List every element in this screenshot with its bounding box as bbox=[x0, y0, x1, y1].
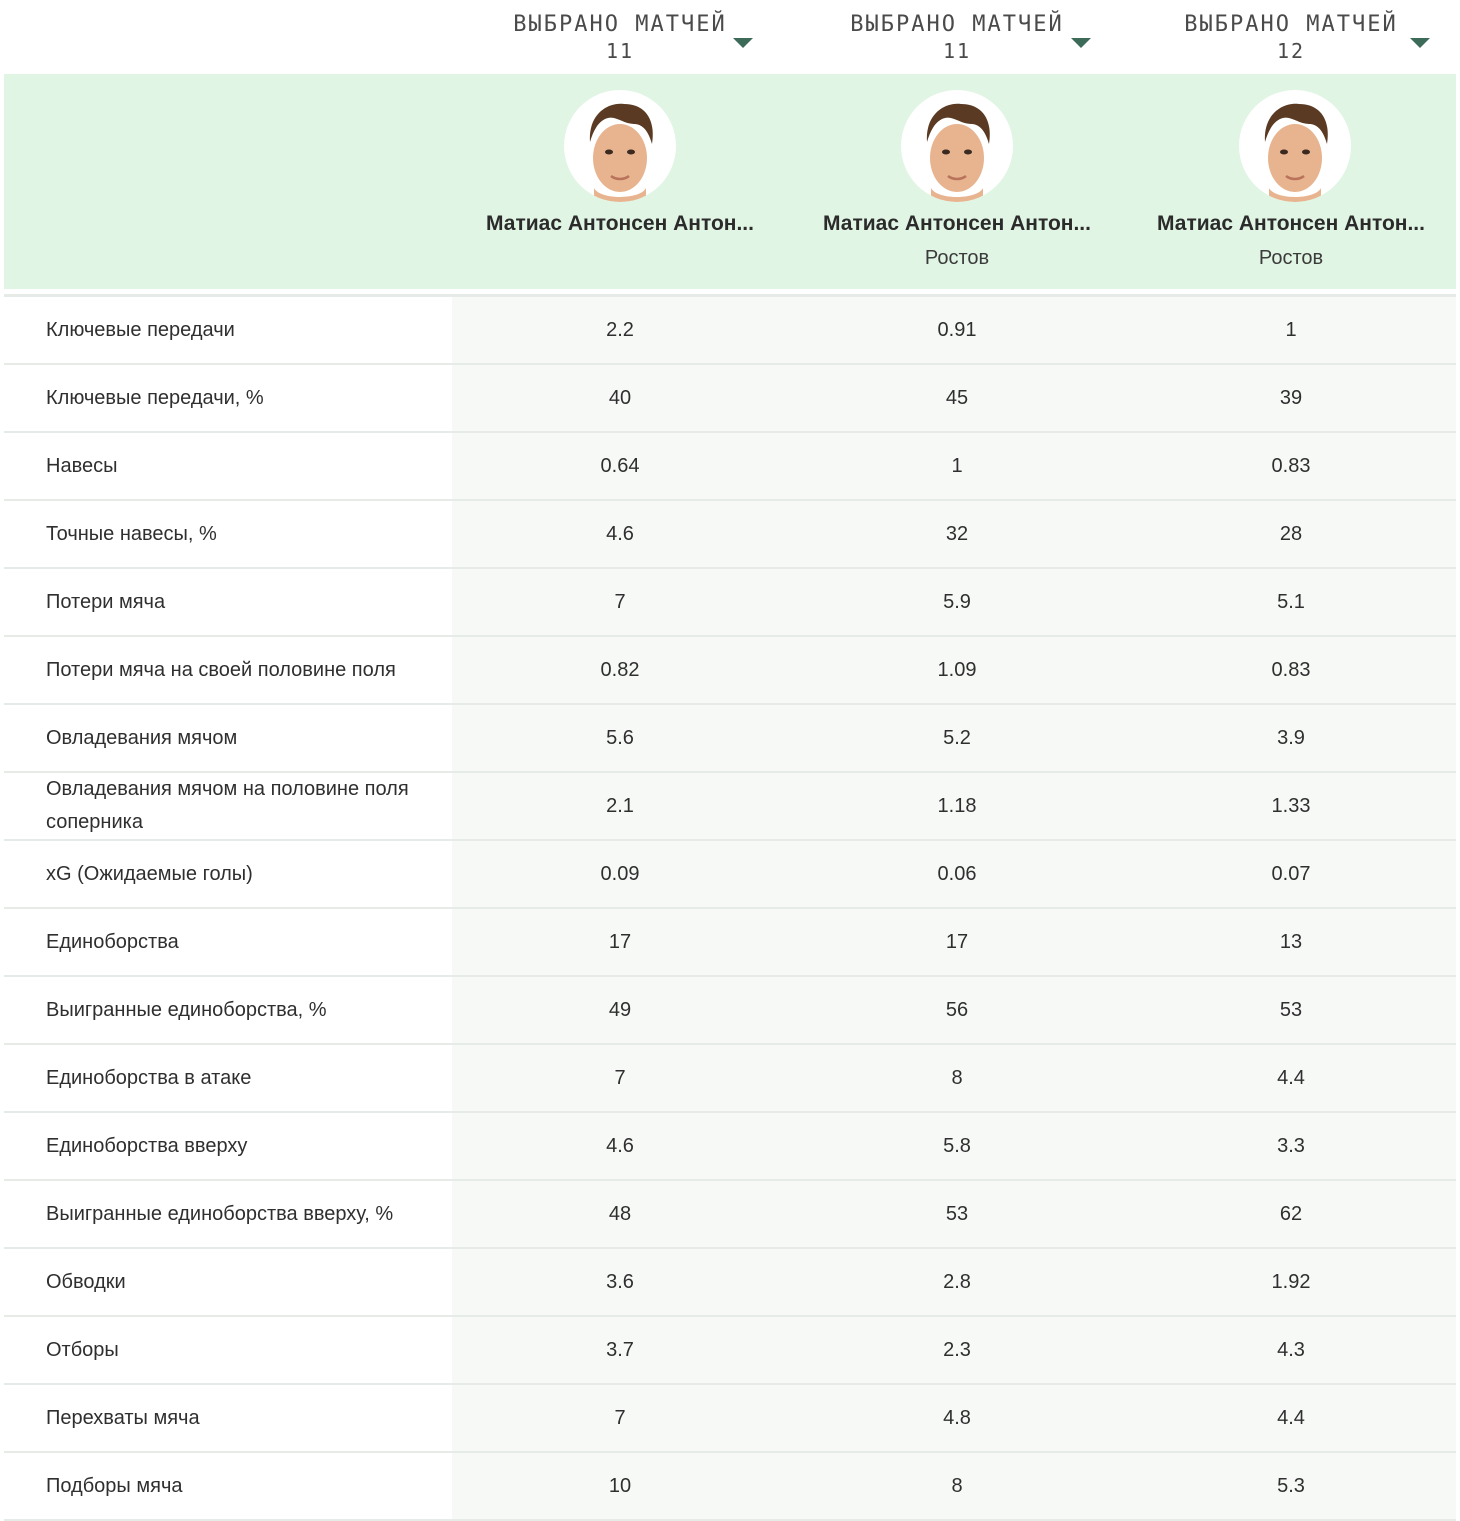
stat-label: Единоборства вверху bbox=[46, 1134, 248, 1157]
match-selector-count: 11 bbox=[605, 39, 635, 63]
table-row bbox=[4, 637, 1456, 705]
match-selector-title: ВЫБРАНО МАТЧЕЙ bbox=[513, 12, 727, 37]
table-row bbox=[4, 1113, 1456, 1181]
chevron-down-icon[interactable] bbox=[1071, 38, 1091, 48]
stat-label: Выигранные единоборства, % bbox=[46, 998, 327, 1021]
avatar bbox=[1239, 90, 1351, 202]
stat-value-player-1: 3.6 bbox=[606, 1270, 634, 1293]
stat-values bbox=[452, 365, 1456, 431]
stat-value-player-2: 5.9 bbox=[943, 590, 971, 613]
chevron-down-icon[interactable] bbox=[733, 38, 753, 48]
stat-label: Точные навесы, % bbox=[46, 522, 217, 545]
stat-value-player-1: 7 bbox=[614, 1066, 626, 1089]
stat-values bbox=[452, 977, 1456, 1043]
player-team: Ростов bbox=[924, 247, 990, 269]
player-name: Матиас Антонсен Антон... bbox=[1157, 212, 1425, 235]
stat-values bbox=[452, 705, 1456, 771]
stat-values bbox=[452, 1181, 1456, 1247]
stat-label: xG (Ожидаемые голы) bbox=[46, 862, 253, 885]
stat-label: Овладевания мячом на половине поля соперника bbox=[46, 778, 409, 833]
table-row bbox=[4, 1453, 1456, 1521]
stat-value-player-1: 10 bbox=[608, 1474, 632, 1497]
stat-value-player-3: 4.4 bbox=[1277, 1066, 1305, 1089]
stat-values bbox=[452, 1249, 1456, 1315]
stat-value-player-3: 13 bbox=[1279, 930, 1303, 953]
stat-value-player-2: 32 bbox=[945, 522, 969, 545]
stat-label: Потери мяча на своей половине поля bbox=[46, 658, 396, 681]
stat-values bbox=[452, 433, 1456, 499]
match-selector-count: 11 bbox=[942, 39, 972, 63]
stat-values bbox=[452, 501, 1456, 567]
player-name: Матиас Антонсен Антон... bbox=[486, 212, 754, 235]
stat-values bbox=[452, 297, 1456, 363]
stat-value-player-1: 7 bbox=[614, 1406, 626, 1429]
table-row bbox=[4, 1045, 1456, 1113]
player-card-1[interactable] bbox=[452, 74, 788, 289]
stat-value-player-2: 4.8 bbox=[943, 1406, 971, 1429]
stat-label: Выигранные единоборства вверху, % bbox=[46, 1202, 394, 1225]
stat-value-player-2: 1 bbox=[951, 454, 963, 477]
stat-value-player-3: 3.3 bbox=[1277, 1134, 1305, 1157]
stat-label: Подборы мяча bbox=[46, 1474, 183, 1497]
stat-value-player-3: 1.92 bbox=[1271, 1270, 1311, 1293]
player-card-3[interactable] bbox=[1126, 74, 1456, 289]
stat-value-player-2: 1.18 bbox=[937, 794, 977, 817]
stats-table bbox=[4, 297, 1456, 1521]
table-row bbox=[4, 977, 1456, 1045]
player-name: Матиас Антонсен Антон... bbox=[823, 212, 1091, 235]
stat-value-player-3: 1.33 bbox=[1271, 794, 1311, 817]
stat-value-player-3: 4.4 bbox=[1277, 1406, 1305, 1429]
table-row bbox=[4, 841, 1456, 909]
stat-values bbox=[452, 1385, 1456, 1451]
stat-label: Единоборства bbox=[46, 930, 179, 953]
stat-value-player-2: 2.3 bbox=[943, 1338, 971, 1361]
match-selector-2[interactable] bbox=[788, 10, 1126, 70]
table-row bbox=[4, 1181, 1456, 1249]
match-selector-title: ВЫБРАНО МАТЧЕЙ bbox=[850, 12, 1064, 37]
table-row bbox=[4, 773, 1456, 841]
stat-values bbox=[452, 773, 1456, 839]
stat-label: Единоборства в атаке bbox=[46, 1066, 252, 1089]
stat-value-player-3: 4.3 bbox=[1277, 1338, 1305, 1361]
stat-label: Обводки bbox=[46, 1270, 126, 1293]
stat-value-player-3: 3.9 bbox=[1277, 726, 1305, 749]
stat-value-player-2: 8 bbox=[951, 1474, 963, 1497]
stat-values bbox=[452, 1113, 1456, 1179]
stat-value-player-2: 5.8 bbox=[943, 1134, 971, 1157]
player-header-band bbox=[4, 74, 1456, 289]
chevron-down-icon[interactable] bbox=[1410, 38, 1430, 48]
stat-value-player-1: 4.6 bbox=[606, 522, 634, 545]
avatar bbox=[564, 90, 676, 202]
stat-value-player-1: 2.1 bbox=[606, 794, 634, 817]
stat-value-player-2: 2.8 bbox=[943, 1270, 971, 1293]
stat-label: Потери мяча bbox=[46, 590, 166, 613]
stat-values bbox=[452, 1453, 1456, 1519]
stat-value-player-2: 45 bbox=[945, 386, 969, 409]
stat-value-player-1: 48 bbox=[608, 1202, 632, 1225]
table-row bbox=[4, 1385, 1456, 1453]
stat-label: Ключевые передачи bbox=[46, 318, 235, 341]
stat-values bbox=[452, 1045, 1456, 1111]
stat-value-player-1: 40 bbox=[608, 386, 632, 409]
stat-value-player-3: 62 bbox=[1279, 1202, 1303, 1225]
stat-value-player-1: 2.2 bbox=[606, 318, 634, 341]
stat-value-player-1: 17 bbox=[608, 930, 632, 953]
stat-value-player-2: 17 bbox=[945, 930, 969, 953]
stat-value-player-3: 39 bbox=[1279, 386, 1303, 409]
stat-values bbox=[452, 569, 1456, 635]
stat-value-player-1: 0.09 bbox=[600, 862, 640, 885]
stat-value-player-3: 1 bbox=[1285, 318, 1297, 341]
stat-value-player-3: 28 bbox=[1279, 522, 1303, 545]
table-row bbox=[4, 705, 1456, 773]
match-selector-3[interactable] bbox=[1126, 10, 1456, 70]
stat-label: Навесы bbox=[46, 454, 118, 477]
table-row bbox=[4, 501, 1456, 569]
stat-values bbox=[452, 909, 1456, 975]
stat-value-player-2: 0.91 bbox=[937, 318, 977, 341]
stat-value-player-1: 5.6 bbox=[606, 726, 634, 749]
stat-values bbox=[452, 841, 1456, 907]
table-row bbox=[4, 433, 1456, 501]
player-card-2[interactable] bbox=[788, 74, 1126, 289]
stat-label: Перехваты мяча bbox=[46, 1406, 200, 1429]
stat-value-player-3: 5.1 bbox=[1277, 590, 1305, 613]
stat-value-player-2: 5.2 bbox=[943, 726, 971, 749]
stat-value-player-3: 53 bbox=[1279, 998, 1303, 1021]
stat-label: Отборы bbox=[46, 1338, 119, 1361]
stat-value-player-2: 56 bbox=[945, 998, 969, 1021]
stat-value-player-3: 5.3 bbox=[1277, 1474, 1305, 1497]
stat-label: Овладевания мячом bbox=[46, 726, 238, 749]
stat-value-player-2: 1.09 bbox=[937, 658, 977, 681]
table-row bbox=[4, 365, 1456, 433]
stat-value-player-1: 0.82 bbox=[600, 658, 640, 681]
stat-value-player-1: 3.7 bbox=[606, 1338, 634, 1361]
stat-value-player-3: 0.07 bbox=[1271, 862, 1311, 885]
table-row bbox=[4, 569, 1456, 637]
table-row bbox=[4, 1249, 1456, 1317]
table-row bbox=[4, 1317, 1456, 1385]
stat-value-player-3: 0.83 bbox=[1271, 658, 1311, 681]
stat-value-player-1: 49 bbox=[608, 998, 632, 1021]
stat-value-player-2: 8 bbox=[951, 1066, 963, 1089]
stat-values bbox=[452, 637, 1456, 703]
stat-values bbox=[452, 1317, 1456, 1383]
stat-value-player-2: 53 bbox=[945, 1202, 969, 1225]
stat-label: Ключевые передачи, % bbox=[46, 386, 264, 409]
stat-value-player-2: 0.06 bbox=[937, 862, 977, 885]
table-row bbox=[4, 909, 1456, 977]
player-team: Ростов bbox=[1258, 247, 1324, 269]
stat-value-player-3: 0.83 bbox=[1271, 454, 1311, 477]
table-row bbox=[4, 297, 1456, 365]
stat-value-player-1: 0.64 bbox=[600, 454, 640, 477]
stat-value-player-1: 7 bbox=[614, 590, 626, 613]
match-selector-title: ВЫБРАНО МАТЧЕЙ bbox=[1184, 12, 1398, 37]
match-selector-count: 12 bbox=[1276, 39, 1306, 63]
match-selector-1[interactable] bbox=[452, 10, 788, 70]
avatar bbox=[901, 90, 1013, 202]
stat-value-player-1: 4.6 bbox=[606, 1134, 634, 1157]
